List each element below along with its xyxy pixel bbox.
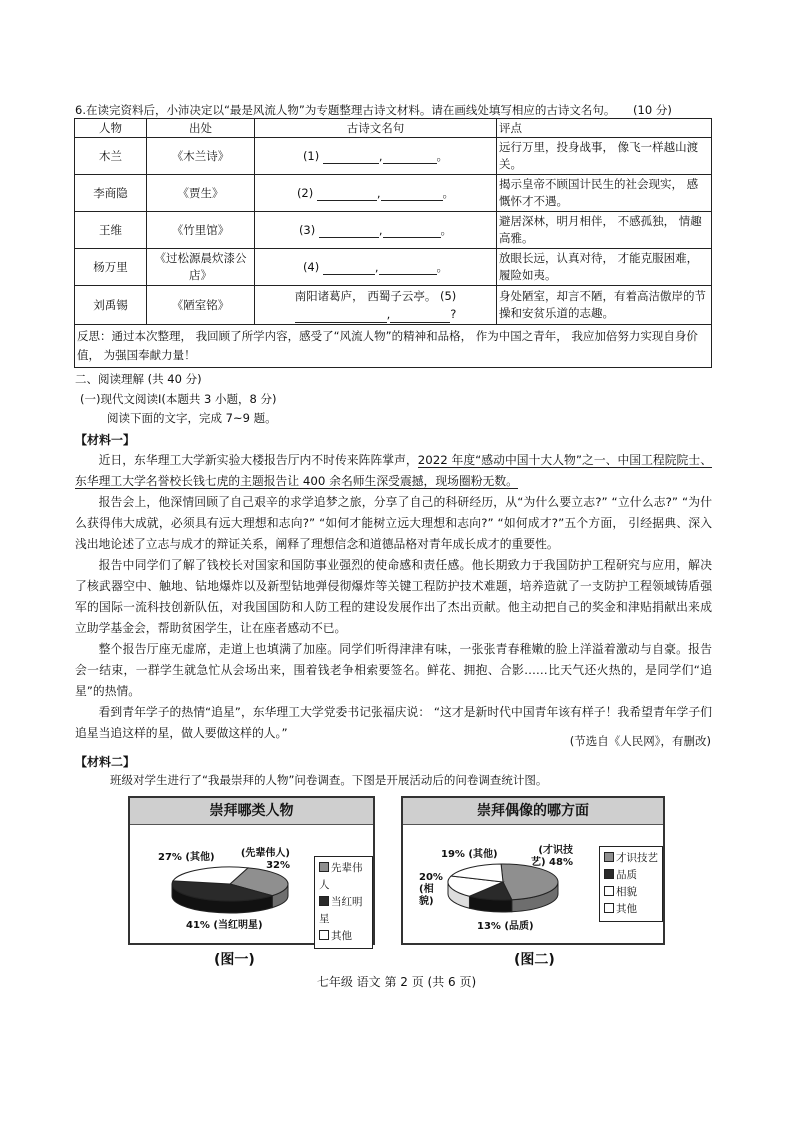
answer-end: 。 <box>436 149 449 163</box>
slice-label-other: 27% (其他) <box>158 852 215 863</box>
comment-cell: 避居深林，明月相伴， 不感孤独， 情趣高雅。 <box>497 212 712 249</box>
answer-number: (1) <box>302 149 320 163</box>
answer-end: 。 <box>440 223 453 237</box>
table-row <box>75 138 712 175</box>
answer-blank[interactable] <box>317 188 377 201</box>
table-row <box>75 175 712 212</box>
legend-label: 先辈伟人 <box>319 862 363 891</box>
source-note: (节选自《人民网》，有删改) <box>569 734 711 748</box>
legend-item <box>604 901 658 918</box>
table-header-row <box>75 119 712 138</box>
legend-item <box>604 867 658 884</box>
poetry-table <box>74 118 712 368</box>
legend-swatch <box>319 896 329 906</box>
chart-1-legend <box>314 856 373 949</box>
person-cell: 杨万里 <box>75 249 147 286</box>
material-1-paragraph: 整个报告厅座无虚席，走道上也填满了加座。同学们听得津津有味，一张张青春稚嫩的脸上洋溢着激动与自豪。报告会一结束，一群学生就急忙从会场出来，围着钱老争相索要签名。鲜花、拥抱、合影……比天气还火热的，是同学们“追星”的热情。 <box>75 642 712 698</box>
answer-blank[interactable] <box>381 188 443 201</box>
material-2-label: 【材料二】 <box>75 755 136 769</box>
answer-blank[interactable] <box>383 151 437 164</box>
slice-label-stars: 41% (当红明星) <box>186 920 263 931</box>
legend-label: 相貌 <box>616 886 637 898</box>
person-cell: 李商隐 <box>75 175 147 212</box>
source-cell: 《竹里馆》 <box>147 212 255 249</box>
legend-item <box>319 894 368 928</box>
legend-swatch <box>604 869 614 879</box>
person-cell: 刘禹锡 <box>75 286 147 325</box>
question-6-score: (10 分) <box>633 103 672 117</box>
answer-cell: 南阳诸葛庐， 西蜀子云亭。 (5) , ? <box>255 286 497 325</box>
answer-cell: (1) , 。 <box>255 138 497 175</box>
material-1-paragraph <box>75 450 712 492</box>
legend-swatch <box>604 852 614 862</box>
legend-label: 才识技艺 <box>616 852 658 864</box>
slice-label-other: 19% (其他) <box>441 849 498 860</box>
source-cell: 《过松源晨炊漆公店》 <box>147 249 255 286</box>
legend-item <box>319 860 368 894</box>
answer-blank[interactable] <box>323 262 375 275</box>
header-verse: 古诗文名句 <box>255 119 497 138</box>
legend-swatch <box>604 903 614 913</box>
slice-label-talent: (才识技艺) 48% <box>531 845 573 868</box>
material-2-intro: 班级对学生进行了“我最崇拜的人物”问卷调查。下图是开展活动后的问卷调查统计图。 <box>110 773 548 787</box>
answer-blank[interactable] <box>379 262 437 275</box>
legend-label: 其他 <box>616 903 637 915</box>
chart-2-legend <box>599 846 663 922</box>
section-heading: 二、阅读理解 (共 40 分) <box>75 372 202 386</box>
page-footer: 七年级 语文 第 2 页 (共 6 页) <box>316 975 477 989</box>
paragraph-text: 近日，东华理工大学新实验大楼报告厅内不时传来阵阵掌声， <box>98 453 418 467</box>
legend-label: 其他 <box>331 930 352 942</box>
answer-end: 。 <box>436 260 449 274</box>
material-1-label: 【材料一】 <box>75 433 136 447</box>
answer-blank[interactable] <box>390 310 450 323</box>
legend-label: 品质 <box>616 869 637 881</box>
person-cell: 木兰 <box>75 138 147 175</box>
reflection-row <box>75 325 712 368</box>
answer-blank[interactable] <box>319 225 379 238</box>
chart-1-title: 崇拜哪类人物 <box>130 798 373 825</box>
figure-2-caption: (图二) <box>514 952 555 968</box>
table-row <box>75 286 712 325</box>
comment-cell: 身处陋室，却言不陋，有着高洁傲岸的节操和安贫乐道的志趣。 <box>497 286 712 325</box>
answer-blank[interactable] <box>383 225 441 238</box>
comment-cell: 远行万里，投身战事， 像飞一样越山渡关。 <box>497 138 712 175</box>
answer-cell: (3) , 。 <box>255 212 497 249</box>
answer-number: (3) <box>298 223 316 237</box>
chart-2 <box>401 796 665 945</box>
comment-cell: 放眼长远，认真对待， 才能克服困难，履险如夷。 <box>497 249 712 286</box>
material-1-paragraph: 看到青年学子的热情“追星”，东华理工大学党委书记张福庆说： “这才是新时代中国青年该有样子！我希望青年学子们追星当追这样的星，做人要做这样的人。” <box>75 705 712 740</box>
answer-blank[interactable] <box>323 151 379 164</box>
answer-number: (2) <box>296 186 314 200</box>
answer-given-text: 南阳诸葛庐， 西蜀子云亭。 (5) <box>294 289 457 303</box>
legend-swatch <box>319 862 329 872</box>
answer-cell: (2) , 。 <box>255 175 497 212</box>
person-cell: 王维 <box>75 212 147 249</box>
reflection-text: 反思：通过本次整理， 我回顾了所学内容，感受了“风流人物”的精神和品格， 作为中国之青年， 我应加倍努力实现自身价值， 为强国奉献力量！ <box>75 325 712 368</box>
chart-1 <box>128 796 375 945</box>
slice-label-quality: 13% (品质) <box>477 921 534 932</box>
answer-end: 。 <box>442 186 455 200</box>
reading-instruction: 阅读下面的文字，完成 7~9 题。 <box>107 411 277 425</box>
table-row <box>75 212 712 249</box>
legend-item <box>604 850 658 867</box>
figure-1-caption: (图一) <box>214 952 255 968</box>
question-6-prompt: 6.在读完资料后，小沛决定以“最是风流人物”为专题整理古诗文材料。请在画线处填写相应的古诗文名句。 <box>75 103 616 117</box>
slice-label-looks: 20% (相貌) <box>419 872 443 907</box>
answer-blank[interactable] <box>295 310 387 323</box>
chart-2-title: 崇拜偶像的哪方面 <box>403 798 663 825</box>
comment-cell: 揭示皇帝不顾国计民生的社会现实， 感慨怀才不遇。 <box>497 175 712 212</box>
answer-cell: (4) , 。 <box>255 249 497 286</box>
answer-end: ? <box>450 307 457 321</box>
header-comment: 评点 <box>497 119 712 138</box>
question-6 <box>75 103 715 117</box>
header-person: 人物 <box>75 119 147 138</box>
material-1-paragraph: 报告会上，他深情回顾了自己艰辛的求学追梦之旅，分享了自己的科研经历，从“为什么要立志?” “立什么志?” “为什么获得伟大成就，必须具有远大理想和志向?” “如何才能树立远大理想和志向?” “如何成才?”五个方面， 引经据典、深入浅出地论述了立志与成才的辩证关系，阐释了理想信念和道德品格对青年成长成才的重要性。 <box>75 495 712 551</box>
source-cell: 《陋室铭》 <box>147 286 255 325</box>
legend-swatch <box>604 886 614 896</box>
header-source: 出处 <box>147 119 255 138</box>
underlined-text: 2022 年度“感动中国十大人物”之一、中国工程院院士、东华理工大学名誉校长钱七虎的主题报告让 400 余名师生深受震撼，现场圈粉无数。 <box>75 453 712 488</box>
answer-number: (4) <box>302 260 320 274</box>
legend-swatch <box>319 930 329 940</box>
source-cell: 《贾生》 <box>147 175 255 212</box>
table-row <box>75 249 712 286</box>
source-cell: 《木兰诗》 <box>147 138 255 175</box>
slice-label-leaders: (先辈伟人) 32% <box>240 848 290 871</box>
legend-label: 当红明星 <box>319 896 363 925</box>
legend-item <box>319 928 368 945</box>
subsection-heading: (一)现代文阅读Ⅰ(本题共 3 小题，8 分) <box>80 392 277 406</box>
legend-item <box>604 884 658 901</box>
material-1-paragraph: 报告中同学们了解了钱校长对国家和国防事业强烈的使命感和责任感。他长期致力于我国防护工程研究与应用，解决了核武器空中、触地、钻地爆炸以及新型钻地弹侵彻爆炸等关键工程防护技术难题，培养造就了一支防护工程领域铸盾强军的国际一流科技创新队伍，对我国国防和人防工程的建设发展作出了杰出贡献。他主动把自己的奖金和津贴捐献出来成立助学基金会，帮助贫困学生，让在座者感动不已。 <box>75 558 712 635</box>
